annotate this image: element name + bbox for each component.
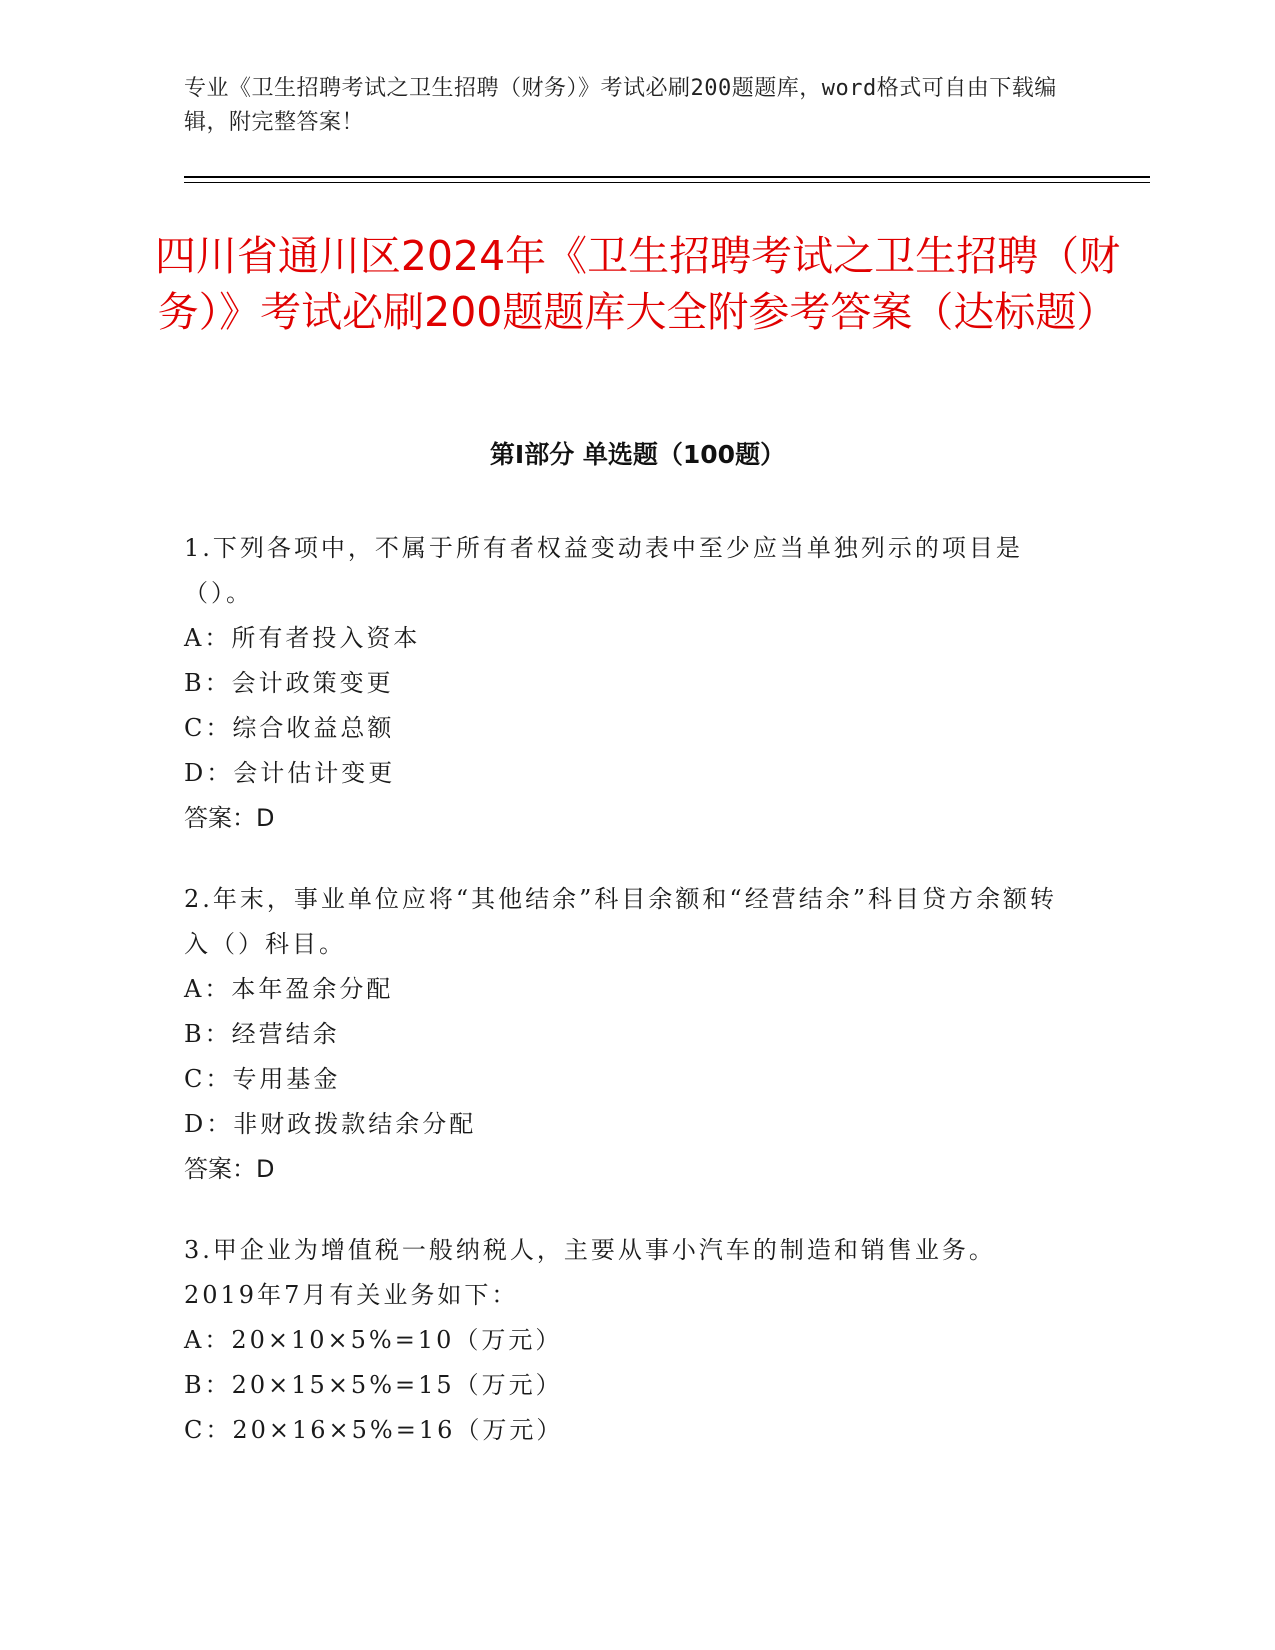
question-option: D：非财政拨款结余分配 <box>184 1110 477 1138</box>
document-title: 四川省通川区2024年《卫生招聘考试之卫生招聘（财务）》考试必刷200题题库大全附参考答案（达标题） <box>154 232 1121 336</box>
question-option: C：专用基金 <box>184 1065 341 1093</box>
question-item <box>184 877 1064 1192</box>
question-item <box>184 1228 1064 1453</box>
question-item <box>184 526 1064 841</box>
question-option: B：会计政策变更 <box>184 669 394 697</box>
question-option: A：所有者投入资本 <box>184 624 421 652</box>
question-option: A：本年盈余分配 <box>184 975 394 1003</box>
question-option: B：20×15×5%=15（万元） <box>184 1371 563 1399</box>
section-heading: 第Ⅰ部分 单选题（100题） <box>489 440 786 469</box>
question-option: C：综合收益总额 <box>184 714 395 742</box>
question-option: D：会计估计变更 <box>184 759 396 787</box>
header-divider-thin <box>184 182 1150 183</box>
header-divider-thick <box>184 176 1150 178</box>
question-stem: 3.甲企业为增值税一般纳税人，主要从事小汽车的制造和销售业务。2019年7月有关业务如下： <box>184 1236 996 1309</box>
question-list <box>184 526 1064 1489</box>
question-answer: 答案：D <box>184 1155 275 1183</box>
question-option: C：20×16×5%=16（万元） <box>184 1416 564 1444</box>
question-stem: 2.年末，事业单位应将“其他结余”科目余额和“经营结余”科目贷方余额转入（）科目。 <box>184 885 1057 958</box>
question-option: B：经营结余 <box>184 1020 340 1048</box>
question-stem: 1.下列各项中，不属于所有者权益变动表中至少应当单独列示的项目是（）。 <box>184 534 1023 607</box>
header-note: 专业《卫生招聘考试之卫生招聘（财务）》考试必刷200题题库，word格式可自由下载编辑，附完整答案！ <box>184 76 1057 135</box>
question-option: A：20×10×5%=10（万元） <box>184 1326 563 1354</box>
question-answer: 答案：D <box>184 804 275 832</box>
